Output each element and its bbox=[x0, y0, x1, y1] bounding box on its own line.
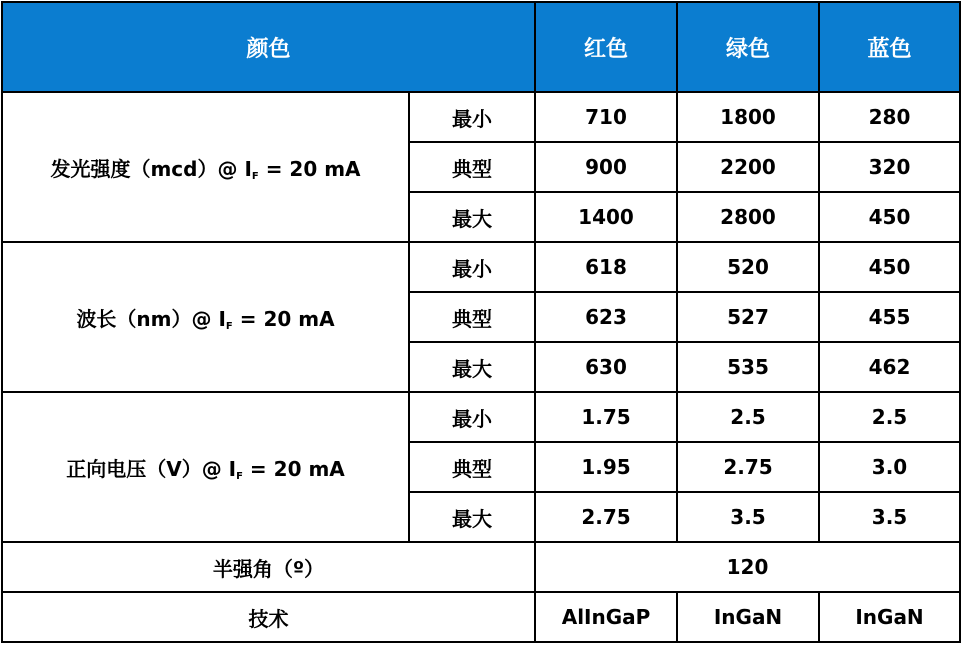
green-value: 2.75 bbox=[677, 442, 819, 492]
table-row bbox=[2, 392, 960, 442]
group-label-forward-voltage bbox=[2, 392, 409, 542]
blue-value: 462 bbox=[819, 342, 960, 392]
level-cell: 典型 bbox=[409, 292, 535, 342]
blue-value: 2.5 bbox=[819, 392, 960, 442]
level-cell: 典型 bbox=[409, 142, 535, 192]
green-value: 535 bbox=[677, 342, 819, 392]
header-color: 颜色 bbox=[2, 2, 535, 92]
technology-red: AlInGaP bbox=[535, 592, 677, 642]
viewing-angle-label: 半强角（º） bbox=[2, 542, 535, 592]
group-label-suffix: = 20 mA bbox=[232, 306, 335, 331]
red-value: 1.95 bbox=[535, 442, 677, 492]
technology-blue: InGaN bbox=[819, 592, 960, 642]
blue-value: 3.5 bbox=[819, 492, 960, 542]
green-value: 3.5 bbox=[677, 492, 819, 542]
red-value: 630 bbox=[535, 342, 677, 392]
table-header-row bbox=[2, 2, 960, 92]
level-cell: 最大 bbox=[409, 342, 535, 392]
red-value: 618 bbox=[535, 242, 677, 292]
blue-value: 450 bbox=[819, 242, 960, 292]
level-cell: 最大 bbox=[409, 492, 535, 542]
group-label-subscript: F bbox=[236, 470, 243, 482]
viewing-angle-value: 120 bbox=[535, 542, 960, 592]
red-value: 1.75 bbox=[535, 392, 677, 442]
group-label-prefix: 正向电压（V）@ I bbox=[66, 456, 237, 481]
red-value: 900 bbox=[535, 142, 677, 192]
group-label-suffix: = 20 mA bbox=[258, 156, 361, 181]
viewing-angle-row bbox=[2, 542, 960, 592]
green-value: 527 bbox=[677, 292, 819, 342]
level-cell: 最小 bbox=[409, 392, 535, 442]
blue-value: 450 bbox=[819, 192, 960, 242]
blue-value: 320 bbox=[819, 142, 960, 192]
blue-value: 455 bbox=[819, 292, 960, 342]
red-value: 710 bbox=[535, 92, 677, 142]
green-value: 520 bbox=[677, 242, 819, 292]
level-cell: 最小 bbox=[409, 242, 535, 292]
group-label-luminous-intensity bbox=[2, 92, 409, 242]
header-blue: 蓝色 bbox=[819, 2, 960, 92]
group-label-suffix: = 20 mA bbox=[242, 456, 345, 481]
group-label-prefix: 发光强度（mcd）@ I bbox=[50, 156, 252, 181]
red-value: 1400 bbox=[535, 192, 677, 242]
blue-value: 3.0 bbox=[819, 442, 960, 492]
red-value: 2.75 bbox=[535, 492, 677, 542]
level-cell: 最大 bbox=[409, 192, 535, 242]
led-spec-table bbox=[1, 1, 961, 643]
header-green: 绿色 bbox=[677, 2, 819, 92]
table-row bbox=[2, 242, 960, 292]
header-red: 红色 bbox=[535, 2, 677, 92]
green-value: 2800 bbox=[677, 192, 819, 242]
level-cell: 典型 bbox=[409, 442, 535, 492]
table-row bbox=[2, 92, 960, 142]
group-label-wavelength bbox=[2, 242, 409, 392]
green-value: 2.5 bbox=[677, 392, 819, 442]
green-value: 1800 bbox=[677, 92, 819, 142]
group-label-prefix: 波长（nm）@ I bbox=[76, 306, 226, 331]
technology-green: InGaN bbox=[677, 592, 819, 642]
group-label-subscript: F bbox=[225, 320, 233, 332]
technology-label: 技术 bbox=[2, 592, 535, 642]
level-cell: 最小 bbox=[409, 92, 535, 142]
red-value: 623 bbox=[535, 292, 677, 342]
group-label-subscript: F bbox=[251, 170, 259, 182]
blue-value: 280 bbox=[819, 92, 960, 142]
technology-row bbox=[2, 592, 960, 642]
green-value: 2200 bbox=[677, 142, 819, 192]
